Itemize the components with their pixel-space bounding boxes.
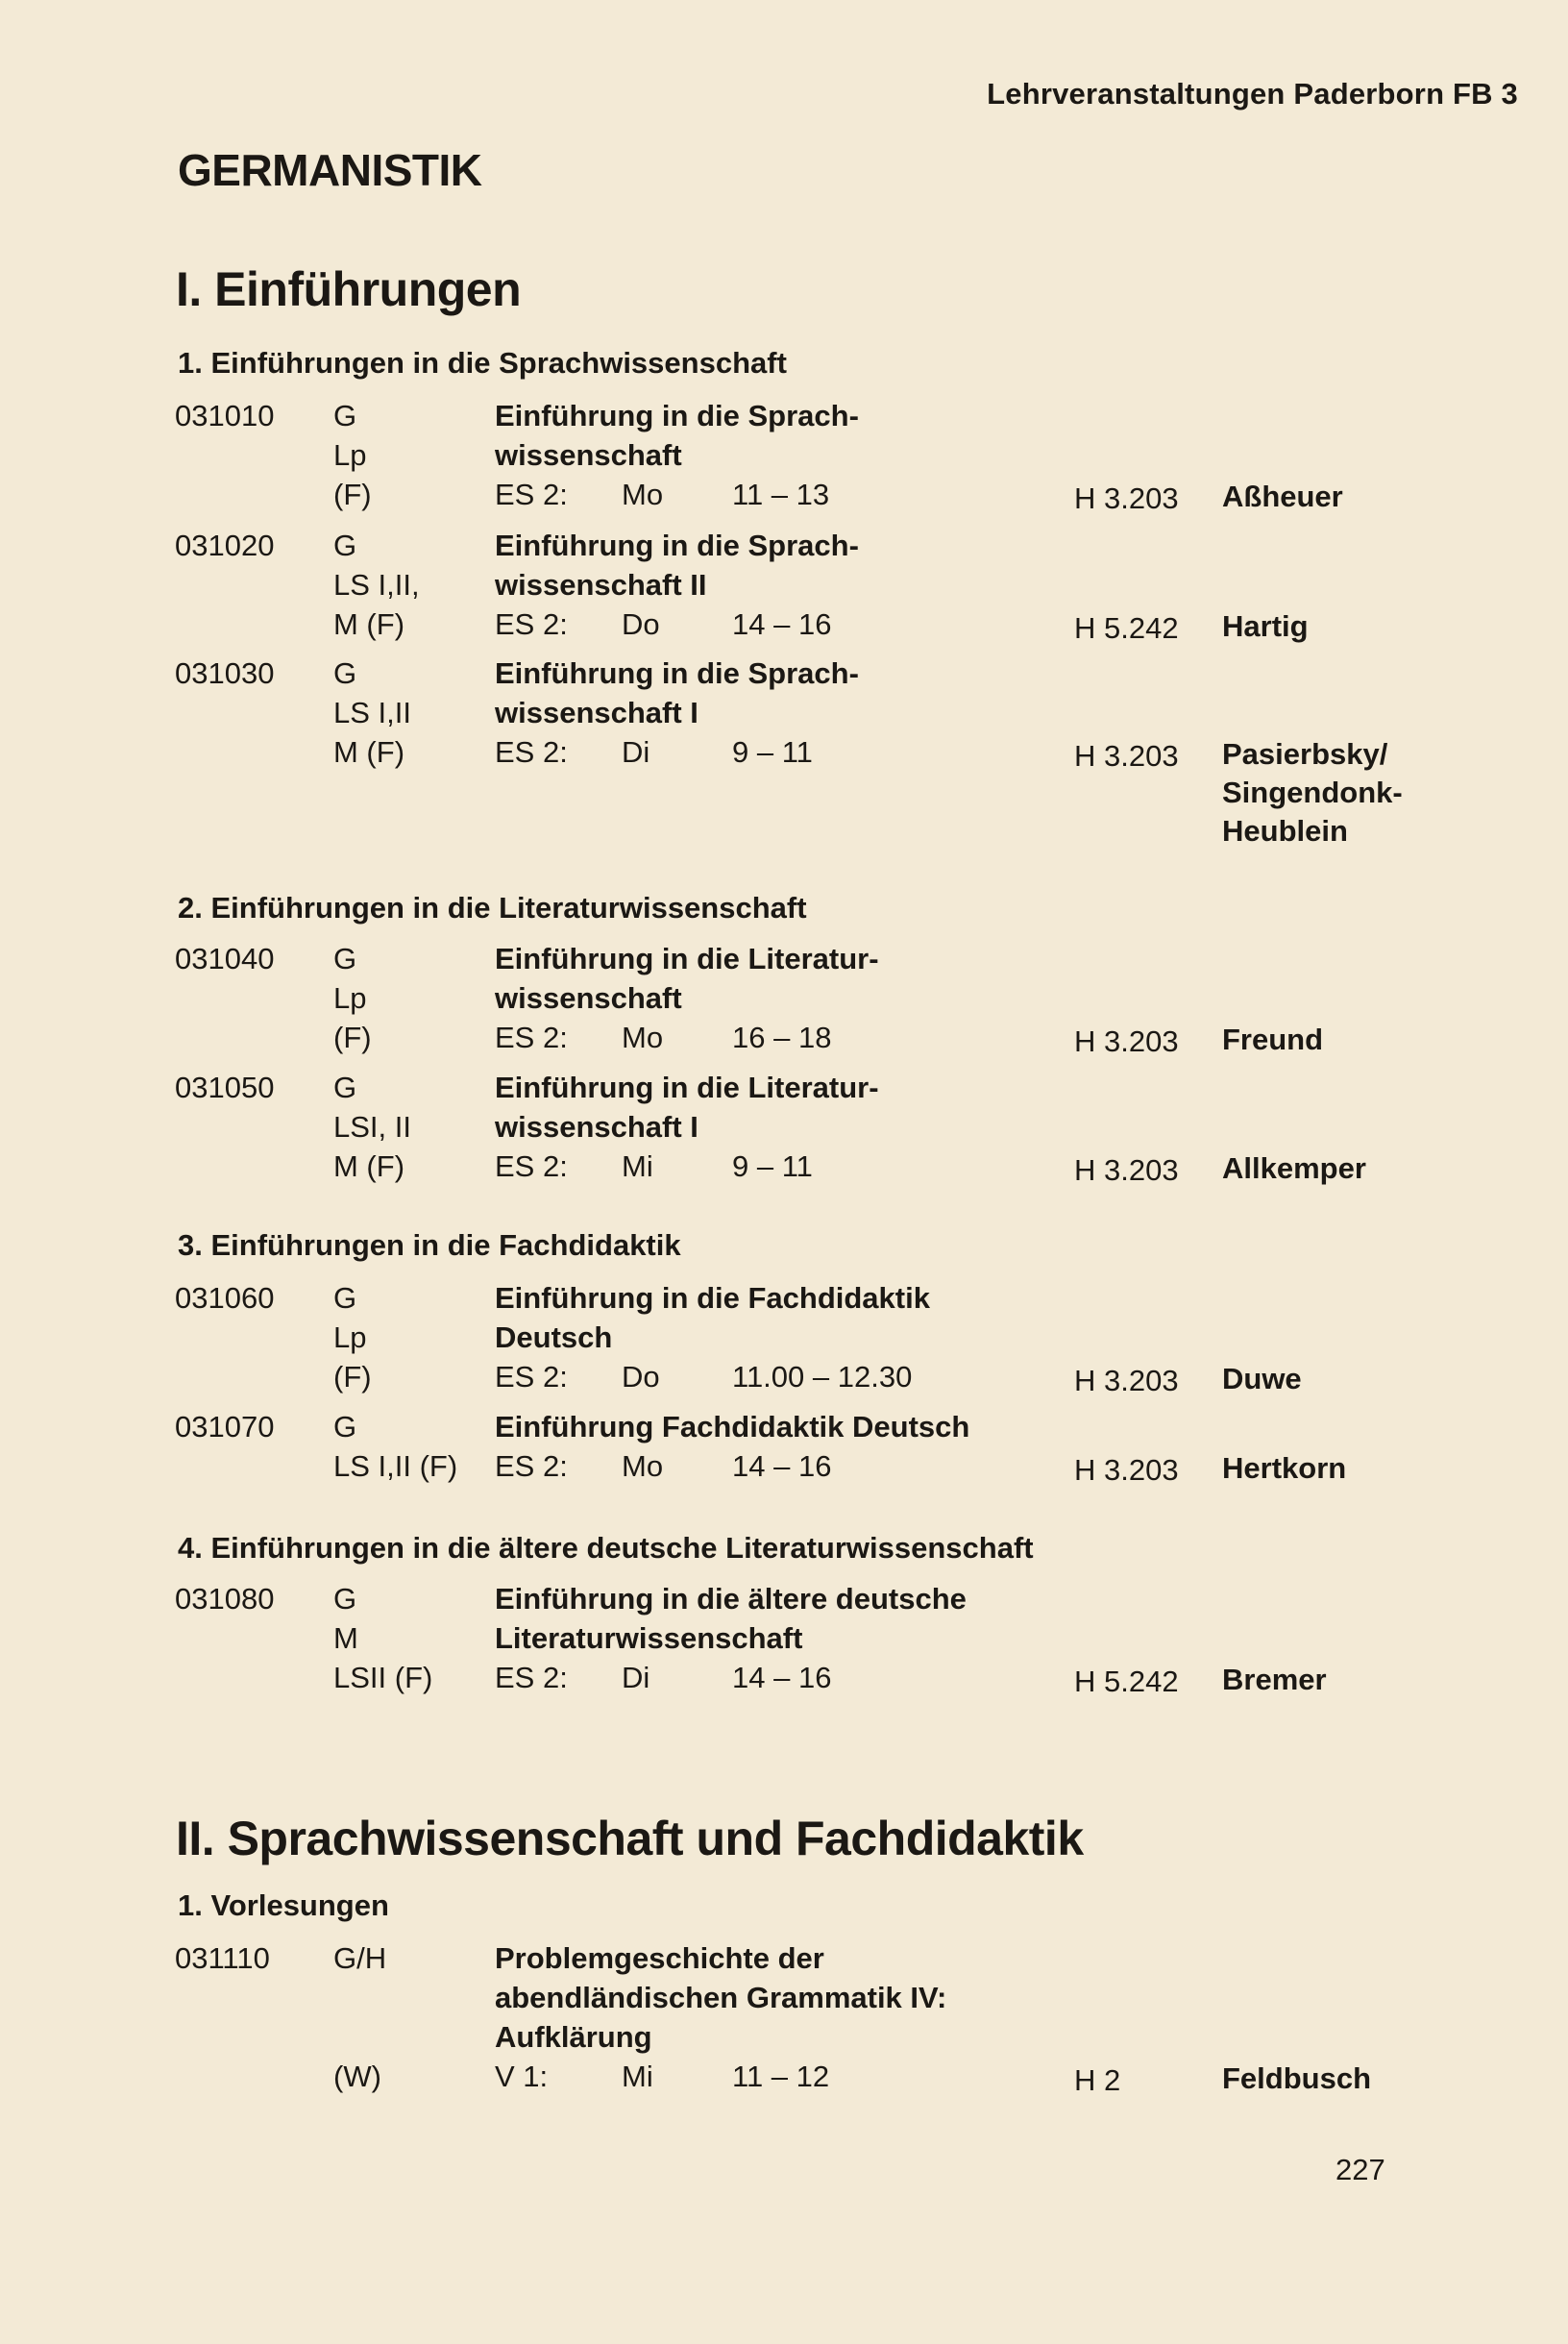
course-code: LS I,II (F) [333,1449,458,1483]
course-title-line: wissenschaft II [495,568,707,602]
course-code: M (F) [333,607,405,641]
course-code: Lp [333,438,367,472]
course-title-line: Einführung in die Sprach- [495,529,859,562]
course-time: 11 – 13 [732,478,830,511]
course-time: 14 – 16 [732,607,832,641]
course-number: 031020 [175,529,275,562]
course-code: G [333,1281,357,1315]
course-room: H 3.203 [1074,481,1179,515]
course-lecturer: Bremer [1222,1663,1327,1696]
course-title-line: wissenschaft [495,981,682,1015]
course-day: Do [622,1360,660,1394]
course-room: H 5.242 [1074,611,1179,645]
course-entry [175,656,1443,848]
course-type: ES 2: [495,1021,568,1054]
course-type: ES 2: [495,1360,568,1394]
course-lecturer: Aßheuer [1222,480,1343,513]
course-title-line: Einführung in die ältere deutsche [495,1582,967,1616]
course-number: 031030 [175,656,275,690]
course-code: G/H [333,1941,387,1975]
course-title-line: wissenschaft [495,438,682,472]
course-time: 14 – 16 [732,1449,832,1483]
course-room: H 3.203 [1074,1453,1179,1487]
course-code: G [333,1071,357,1104]
course-day: Mi [622,1149,653,1183]
course-number: 031060 [175,1281,275,1315]
course-code: M [333,1621,358,1655]
course-title-line: Einführung in die Literatur- [495,1071,879,1104]
course-room: H 3.203 [1074,1364,1179,1397]
course-lecturer: Feldbusch [1222,2061,1372,2095]
course-title-line: abendländischen Grammatik IV: [495,1981,947,2014]
course-number: 031070 [175,1410,275,1443]
course-number: 031110 [175,1941,270,1975]
section-heading: 3. Einführungen in die Fachdidaktik [178,1228,681,1262]
course-code: G [333,1582,357,1616]
course-code: G [333,656,357,690]
course-room: H 3.203 [1074,1153,1179,1187]
course-lecturer: Allkemper [1222,1151,1366,1185]
course-title-line: Deutsch [495,1320,613,1354]
course-code: LSII (F) [333,1661,433,1694]
course-title-line: Einführung in die Sprach- [495,656,859,690]
course-code: (W) [333,2060,381,2093]
course-lecturer: Pasierbsky/ Singendonk- Heublein [1222,737,1403,848]
course-day: Di [622,735,650,769]
course-room: H 3.203 [1074,739,1179,773]
course-code: LS I,II [333,696,411,729]
course-lecturer: Hartig [1222,609,1309,643]
course-code: M (F) [333,1149,405,1183]
course-room: H 2 [1074,2063,1121,2097]
course-type: ES 2: [495,1149,568,1183]
part-heading: I. Einführungen [176,262,522,316]
section-heading: 1. Einführungen in die Sprachwissenschaft [178,346,787,380]
course-type: ES 2: [495,1449,568,1483]
course-code: G [333,1410,357,1443]
course-lecturer: Duwe [1222,1362,1302,1395]
course-code: LS I,II, [333,568,420,602]
course-code: G [333,399,357,432]
course-time: 11 – 12 [732,2060,830,2093]
course-title-line: wissenschaft I [495,696,698,729]
course-code: Lp [333,1320,367,1354]
course-code: G [333,529,357,562]
course-title-line: wissenschaft I [495,1110,698,1144]
course-title-line: Problemgeschichte der [495,1941,824,1975]
course-time: 16 – 18 [732,1021,832,1054]
course-day: Mo [622,1449,664,1483]
course-number: 031040 [175,942,275,975]
section-heading: 1. Vorlesungen [178,1888,389,1922]
course-title-line: Einführung in die Fachdidaktik [495,1281,930,1315]
course-day: Do [622,607,660,641]
course-number: 031010 [175,399,275,432]
course-number: 031080 [175,1582,275,1616]
course-type: ES 2: [495,478,568,511]
course-code: Lp [333,981,367,1015]
course-code: (F) [333,1021,372,1054]
course-title-line: Literaturwissenschaft [495,1621,803,1655]
course-day: Mo [622,478,664,511]
course-day: Di [622,1661,650,1694]
course-code: LSI, II [333,1110,411,1144]
course-entry [175,1941,1443,2105]
course-title-line: Aufklärung [495,2020,652,2054]
course-lecturer: Freund [1222,1023,1324,1056]
department-heading: GERMANISTIK [178,145,482,195]
course-code: (F) [333,1360,372,1394]
course-day: Mi [622,2060,653,2093]
course-code: G [333,942,357,975]
course-time: 11.00 – 12.30 [732,1360,913,1394]
course-type: ES 2: [495,607,568,641]
running-header: Lehrveranstaltungen Paderborn FB 3 [987,77,1518,111]
course-entry [175,1071,1443,1234]
course-title-line: Einführung in die Sprach- [495,399,859,432]
course-time: 9 – 11 [732,735,813,769]
course-lecturer: Hertkorn [1222,1451,1347,1485]
course-room: H 3.203 [1074,1024,1179,1058]
course-type: V 1: [495,2060,549,2093]
section-heading: 4. Einführungen in die ältere deutsche Literaturwissenschaft [178,1531,1034,1565]
section-heading: 2. Einführungen in die Literaturwissenschaft [178,891,807,925]
course-code: (F) [333,478,372,511]
course-time: 14 – 16 [732,1661,832,1694]
course-type: ES 2: [495,735,568,769]
course-title-line: Einführung Fachdidaktik Deutsch [495,1410,970,1443]
course-room: H 5.242 [1074,1665,1179,1698]
course-time: 9 – 11 [732,1149,813,1183]
course-code: M (F) [333,735,405,769]
part-heading: II. Sprachwissenschaft und Fachdidaktik [176,1812,1084,1865]
course-type: ES 2: [495,1661,568,1694]
course-day: Mo [622,1021,664,1054]
page-number: 227 [1335,2153,1385,2186]
course-entry [175,1582,1443,1745]
course-title-line: Einführung in die Literatur- [495,942,879,975]
course-number: 031050 [175,1071,275,1104]
